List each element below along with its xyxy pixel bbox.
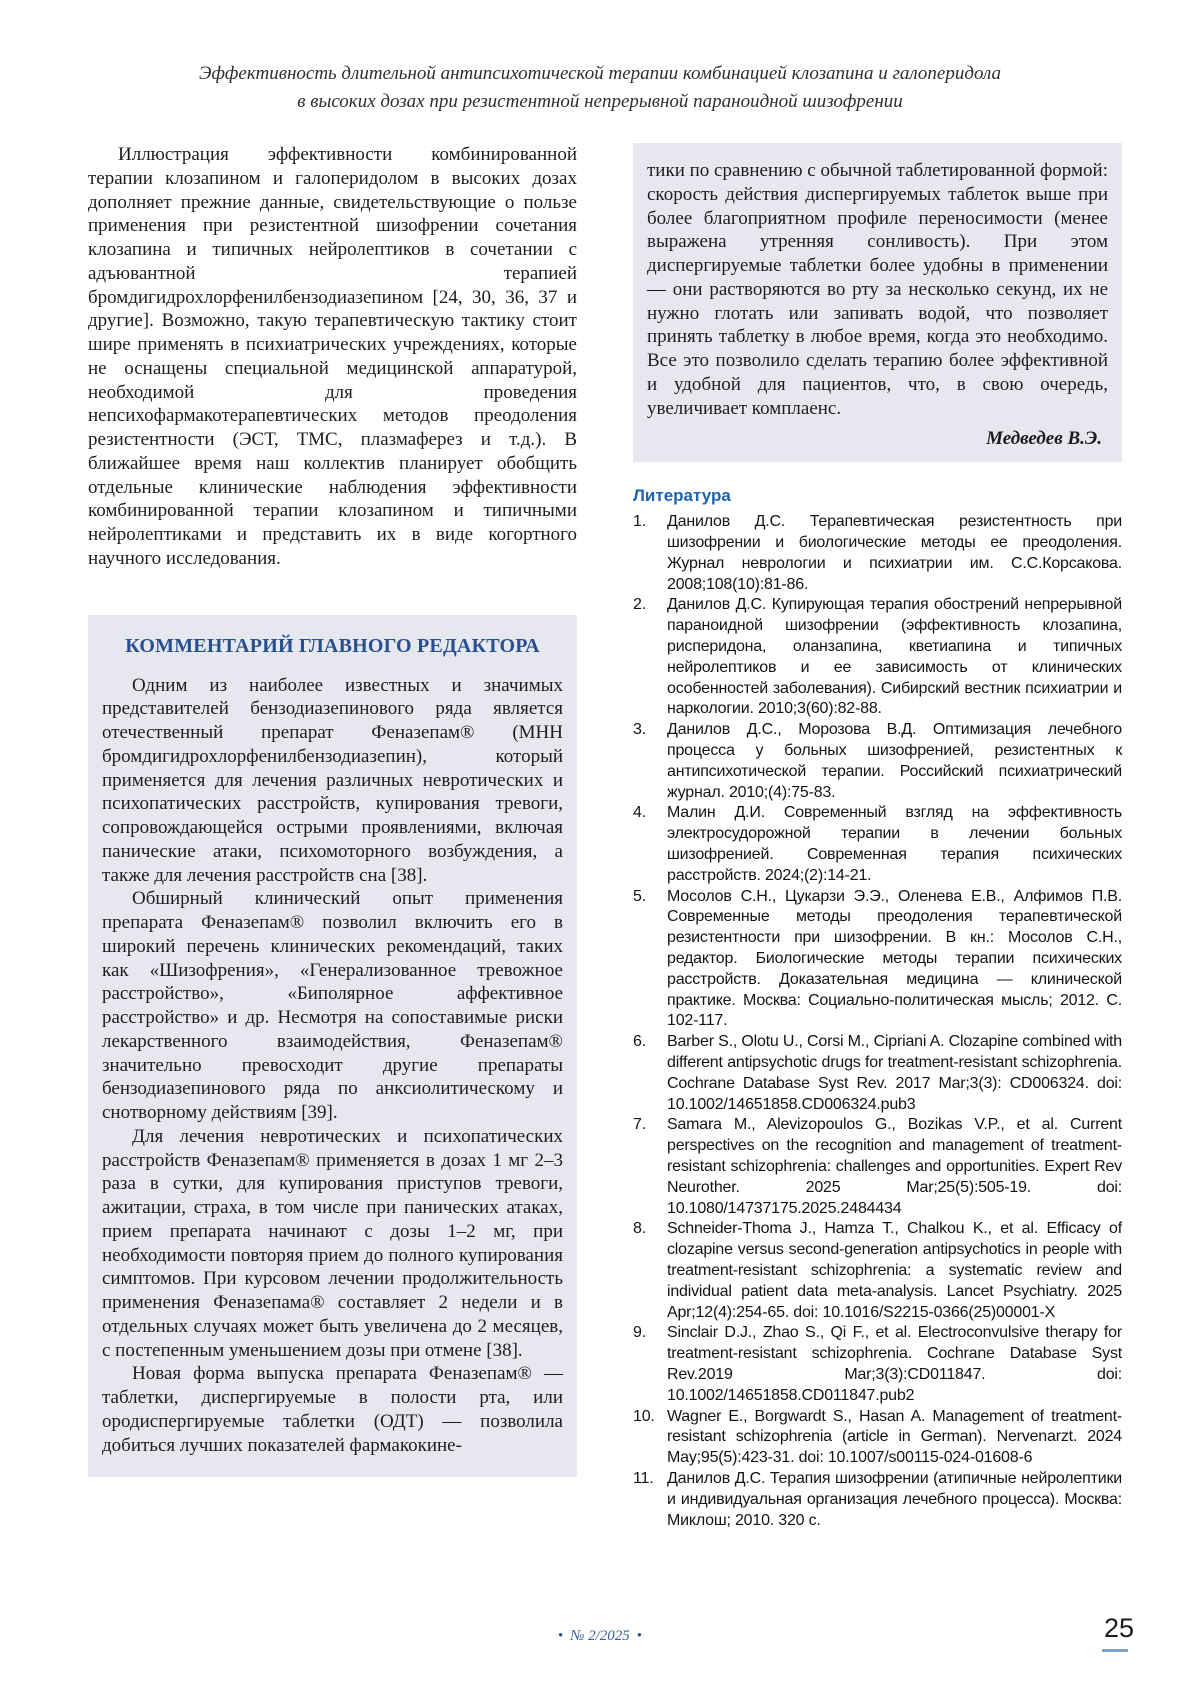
intro-paragraph: Иллюстрация эффективности комбинированной терапии клозапином и галоперидолом в высоких дозах дополняет прежние данные, свидетельствующие о пользе применения при резистентной шизофрении сочетания клозапина и типичных нейролептиков в сочетании с адъювантной терапией бромдигидрохлорфенилбензодиазепином [24, 30, 36, 37 и другие]. Возможно, такую терапевтическую тактику стоит шире применять в психиатрических учреждениях, которые не оснащены специальной медицинской аппаратурой, необходимой для проведения непсихофармакотерапевтических методов преодоления резистентности (ЭСТ, ТМС, плазмаферез и т.д.). В ближайшее время наш коллектив планирует обобщить отдельные клинические наблюдения эффективности комбинированной терапии клозапином и типичными нейролептиками и представить их в виде когортного научного исследования. xyxy=(88,144,577,569)
reference-number: 3. xyxy=(633,721,646,739)
editor-comment-box xyxy=(88,615,577,1478)
reference-text: Barber S., Olotu U., Corsi M., Cipriani A. Clozapine combined with different antipsychotic drugs for treatment-resistant schizophrenia. Cochrane Database Syst Rev. 2017 Mar;3(3): CD006324. doi: 10.1002/14651858.CD006324.pub3 xyxy=(667,1033,1122,1113)
editor-comment-paragraph: Одним из наиболее известных и значимых представителей бензодиазепинового ряда является отечественный препарат Феназепам® (МНН бромдигидрохлорфенилбензодиазепин), который применяется для лечения различных невротических и психопатических расстройств, купирования тревоги, сопровождающейся острыми проявлениями, включая панические атаки, психомоторного возбуждения, а также для лечения расстройств сна [38]. xyxy=(102,674,563,886)
reference-item xyxy=(633,1407,1122,1469)
editor-comment-paragraph: Обширный клинический опыт применения препарата Феназепам® позволил включить его в широкий перечень клинических рекомендаций, таких как «Шизофрения», «Генерализованное тревожное расстройство», «Биполярное аффективное расстройство» и др. Несмотря на сопоставимые риски лекарственного взаимодействия, Феназепам® значительно превосходит другие препараты бензодиазепинового ряда по анксиолитическому и снотворному действиям [39]. xyxy=(102,888,563,1123)
editor-signature: Медведев В.Э. xyxy=(986,428,1102,450)
reference-text: Данилов Д.С. Терапевтическая резистентность при шизофрении и биологические методы ее преодоления. Журнал неврологии и психиатрии им. С.С.Корсакова. 2008;108(10):81-86. xyxy=(667,513,1122,593)
reference-item xyxy=(633,595,1122,720)
reference-number: 2. xyxy=(633,596,646,614)
reference-item xyxy=(633,1323,1122,1406)
right-column xyxy=(633,143,1122,1531)
reference-number: 10. xyxy=(633,1407,655,1425)
reference-item xyxy=(633,803,1122,886)
reference-text: Samara M., Alevizopoulos G., Bozikas V.P., et al. Current perspectives on the recognition and management of treatment-resistant schizophrenia: challenges and opportunities. Expert Rev Neurother. 2025 Mar;25(5):505-19. doi: 10.1080/14737175.2025.2484434 xyxy=(667,1116,1122,1217)
reference-item xyxy=(633,887,1122,1033)
left-column xyxy=(88,143,577,1531)
reference-number: 5. xyxy=(633,887,646,905)
reference-text: Малин Д.И. Современный взгляд на эффективность электросудорожной терапии в лечении больных шизофренией. Современная терапия психических расстройств. 2024;(2):14-21. xyxy=(667,804,1122,884)
reference-number: 1. xyxy=(633,513,646,531)
reference-text: Sinclair D.J., Zhao S., Qi F., et al. Electroconvulsive therapy for treatment-resistant schizophrenia. Cochrane Database Syst Rev.2019 Mar;3(3):CD011847. doi: 10.1002/14651858.CD011847.pub2 xyxy=(667,1324,1122,1404)
footer-bullet-icon: • xyxy=(636,1628,643,1644)
footer-bullet-icon: • xyxy=(557,1628,564,1644)
reference-item xyxy=(633,720,1122,803)
reference-text: Данилов Д.С., Морозова В.Д. Оптимизация лечебного процесса у больных шизофренией, резистентных к антипсихотической терапии. Российский психиатрический журнал. 2010;(4):75-83. xyxy=(667,721,1122,801)
page-number-underline xyxy=(1102,1649,1128,1652)
reference-item xyxy=(633,512,1122,595)
reference-number: 11. xyxy=(633,1469,654,1487)
article-title-line-2: в высоких дозах при резистентной непрерывной параноидной шизофрении xyxy=(297,90,903,112)
reference-item xyxy=(633,1469,1122,1531)
reference-text: Wagner E., Borgwardt S., Hasan A. Management of treatment-resistant schizophrenia (article in German). Nervenarzt. 2024 May;95(5):423-31. doi: 10.1007/s00115-024-01608-6 xyxy=(667,1407,1122,1467)
reference-text: Мосолов С.Н., Цукарзи Э.Э., Оленева Е.В., Алфимов П.В. Современные методы преодоления терапевтической резистентности при шизофрении. В кн.: Мосолов С.Н., редактор. Биологические методы терапии психических расстройств. Доказательная медицина — клинической практике. Москва: Социально-политическая мысль; 2012. С. 102-117. xyxy=(667,887,1122,1030)
reference-item xyxy=(633,1032,1122,1115)
article-title-line-1: Эффективность длительной антипсихотической терапии комбинацией клозапина и галоперидола xyxy=(199,63,1001,84)
reference-number: 8. xyxy=(633,1220,646,1238)
reference-text: Данилов Д.С. Терапия шизофрении (атипичные нейролептики и индивидуальная организация лечебного процесса). Москва: Миклош; 2010. 320 с. xyxy=(667,1469,1122,1529)
editor-comment-continuation-paragraph: тики по сравнению с обычной таблетированной формой: скорость действия диспергируемых таблеток выше при более благоприятном профиле переносимости (менее выражена утренняя сонливость). При этом диспергируемые таблетки более удобны в применении — они растворяются во рту за несколько секунд, их не нужно глотать или запивать водой, что позволяет принять таблетку в любое время, когда это необходимо. Все это позволило сделать терапию более эффективной и удобной для пациентов, что, в свою очередь, увеличивает комплаенс. xyxy=(647,160,1108,419)
page-number: 25 xyxy=(1103,1613,1134,1643)
references-section xyxy=(633,486,1122,1531)
editor-comment-paragraph: Для лечения невротических и психопатических расстройств Феназепам® применяется в дозах 1 мг 2–3 раза в сутки, для купирования приступов тревоги, ажитации, страха, в том числе при панических атаках, прием препарата начинают с дозы 1–2 мг, при необходимости повторяя прием до полного купирования симптомов. При курсовом лечении продолжительность применения Феназепама® составляет 2 недели и в отдельных случаях может быть увеличена до 2 месяцев, с постепенным уменьшением дозы при отмене [38]. xyxy=(102,1125,563,1361)
reference-text: Данилов Д.С. Купирующая терапия обострений непрерывной параноидной шизофрении (эффективность клозапина, рисперидона, оланзапина, кветиапина и типичных нейролептиков и ее зависимость от клинических особенностей заболевания). Сибирский вестник психиатрии и наркологии. 2010;3(60):82-88. xyxy=(667,596,1122,718)
article-title xyxy=(0,60,1200,115)
references-heading: Литература xyxy=(633,486,731,506)
editor-comment-title: КОММЕНТАРИЙ ГЛАВНОГО РЕДАКТОРА xyxy=(125,634,540,657)
two-column-body xyxy=(88,143,1122,1531)
reference-number: 6. xyxy=(633,1033,646,1051)
footer-issue-text: № 2/2025 xyxy=(570,1628,630,1644)
footer-issue-line xyxy=(0,1628,1200,1645)
reference-item xyxy=(633,1115,1122,1219)
reference-item xyxy=(633,1219,1122,1323)
references-list xyxy=(633,512,1122,1531)
editor-comment-paragraph: Новая форма выпуска препарата Феназепам® — таблетки, диспергируемые в полости рта, или ородиспергируемые таблетки (ОДТ) — позволила добиться лучших показателей фармакокине- xyxy=(102,1363,563,1456)
reference-number: 9. xyxy=(633,1324,646,1342)
editor-comment-continuation-box xyxy=(633,143,1122,462)
reference-number: 7. xyxy=(633,1116,646,1134)
reference-number: 4. xyxy=(633,804,646,822)
reference-text: Schneider-Thoma J., Hamza T., Chalkou K., et al. Efficacy of clozapine versus second-generation antipsychotics in people with treatment-resistant schizophrenia: a systematic review and individual patient data meta-analysis. Lancet Psychiatry. 2025 Apr;12(4):254-65. doi: 10.1016/S2215-0366(25)00001-X xyxy=(667,1220,1122,1321)
